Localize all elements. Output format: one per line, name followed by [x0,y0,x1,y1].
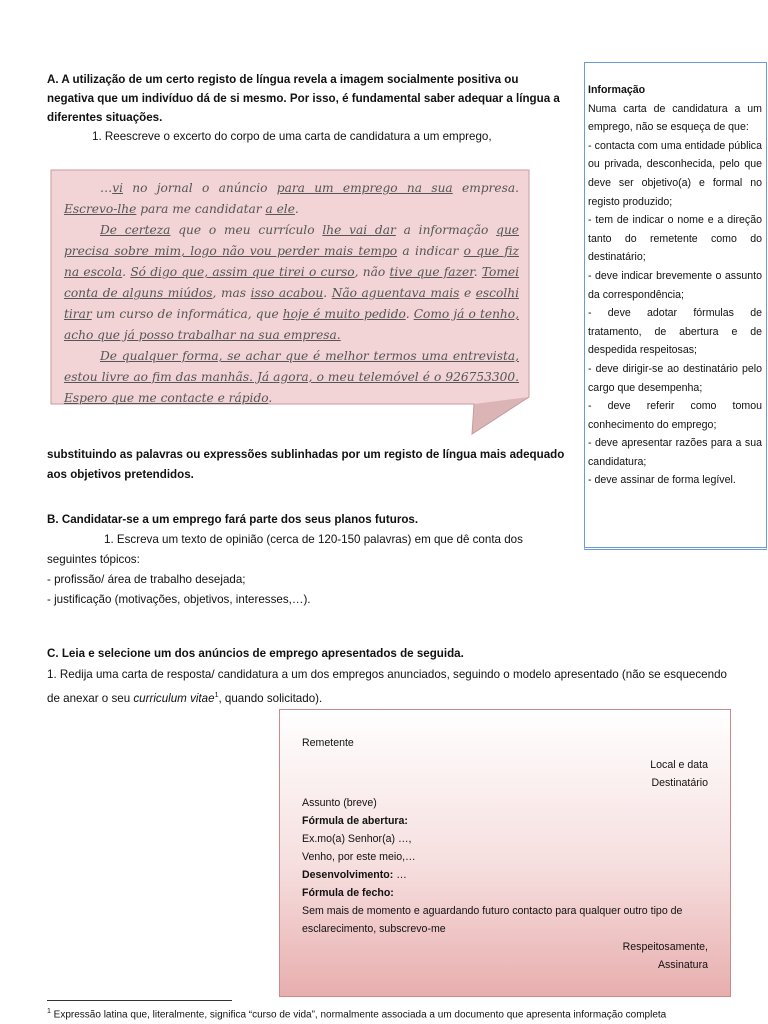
excerpt-paragraph-1 [64,178,519,220]
underlined-expression: Escrevo-lhe [64,202,137,216]
footnote-ref: 1 [214,692,219,699]
excerpt-run: empresa. [452,181,519,195]
section-c-task1 [47,664,737,709]
section-b-heading: B. Candidatar-se a um emprego fará parte dos seus planos futuros. [47,513,419,526]
letter-desenvolvimento [302,866,708,884]
letter-respeitosamente: Respeitosamente, [622,941,708,953]
underlined-expression: Só digo que, assim que tirei o curso [130,265,355,279]
excerpt-run: . [268,391,273,405]
letter-assunto: Assunto (breve) [302,797,377,809]
info-list [588,137,762,490]
excerpt-run: que o meu currículo [170,223,323,237]
letter-local-data: Local e data [650,759,708,771]
info-item: - deve dirigir-se ao destinatário pelo cargo que desempenha; [588,362,762,394]
section-c-task1-text: 1. Redija uma carta de resposta/ candidatura a um dos empregos anunciados, seguindo o modelo apresentado (não se esquecendo de anexar o seu [47,668,727,705]
info-item: - deve assinar de forma legível. [588,474,736,487]
excerpt-run: . [323,286,332,300]
excerpt-box [50,169,530,435]
underlined-expression: vi [112,181,123,195]
underlined-expression: De qualquer forma, se achar que é melhor termos uma entrevista, estou livre ao fim das manhãs. Já agora, o meu telemóvel é o 926753300. Espero que me contacte e rápido [64,349,519,405]
section-b [47,510,547,610]
letter-abertura: Venho, por este meio,… [302,851,416,863]
letter-model-box [279,709,731,997]
excerpt-run: para me candidatar [136,202,266,216]
letter-formula-abertura-label: Fórmula de abertura: [302,815,408,827]
letter-desenvolvimento-value: … [393,869,407,881]
section-b-task1-text: 1. Escreva um texto de opinião (cerca de 120-150 palavras) em que dê conta dos seguintes tópicos: [47,533,523,566]
footnote [47,1005,767,1022]
info-item: - deve adotar fórmulas de tratamento, de abertura e de despedida respeitosas; [588,307,762,357]
excerpt-run: … [100,181,113,195]
excerpt-run: , não [354,265,390,279]
letter-tratamento: Ex.mo(a) Senhor(a) …, [302,833,412,845]
section-a-task1: 1. Reescreve o excerto do corpo de uma carta de candidatura a um emprego, [92,130,492,143]
section-b-topic-1: - profissão/ área de trabalho desejada; [47,573,246,586]
footnote-separator [47,1000,232,1001]
section-a [47,70,567,146]
underlined-expression: Como já o tenho, acho que já posso trabalhar na sua empresa. [64,307,519,342]
info-item: - tem de indicar o nome e a direção tanto do remetente como do destinatário; [588,214,762,264]
info-item: - contacta com uma entidade pública ou privada, desconhecida, pelo que deve ser objetivo(a) e formal no registo produzido; [588,139,762,208]
letter-remetente: Remetente [302,737,354,749]
section-c [47,643,737,709]
letter-desenvolvimento-label: Desenvolvimento: [302,869,394,881]
section-b-topic-2: - justificação (motivações, objetivos, interesses,…). [47,593,311,606]
underlined-expression: tive que fazer [389,265,474,279]
letter-formula-fecho-label: Fórmula de fecho: [302,887,394,899]
underlined-expression: isso acabou [250,286,324,300]
info-item: - deve indicar brevemente o assunto da correspondência; [588,269,762,301]
section-b-task1 [47,530,547,570]
underlined-expression: para um emprego na sua [276,181,453,195]
underlined-expression: Não aguentava mais [331,286,460,300]
underlined-expression: o que fiz na escola [64,244,519,279]
underlined-expression: que precisa sobre mim, logo não vou perder mais tempo [64,223,520,258]
info-item: - deve referir como tomou conhecimento do emprego; [588,400,762,431]
underlined-expression: De certeza [100,223,171,237]
underlined-expression: lhe vai dar [322,223,396,237]
letter-destinatario: Destinatário [651,777,708,789]
underlined-expression: hoje é muito pedido [282,307,406,321]
underlined-expression: escolhi tirar [64,286,519,321]
excerpt-paragraph-3 [64,346,519,409]
excerpt-run: . [122,265,131,279]
excerpt-run: a indicar [397,244,464,258]
info-item: - deve apresentar razões para a sua candidatura; [588,437,762,468]
letter-assinatura: Assinatura [657,959,708,971]
section-c-task1-end: , quando solicitado). [218,691,323,705]
excerpt-run: , mas [212,286,251,300]
curriculum-vitae-term: curriculum vitae [133,691,215,705]
excerpt-run: . [473,265,482,279]
excerpt-paragraph-2 [64,220,519,346]
excerpt-run: a informação [395,223,497,237]
excerpt-run: . [405,307,414,321]
excerpt-text [64,178,519,409]
excerpt-run: e [459,286,476,300]
footnote-number: 1 [47,1008,51,1015]
underlined-expression: a ele [265,202,295,216]
letter-fecho: Sem mais de momento e aguardando futuro contacto para qualquer outro tipo de esclarecimento, subscrevo-me [302,905,683,935]
underlined-expression: Tomei conta de alguns miúdos [64,265,520,300]
excerpt-run: no jornal o anúncio [122,181,277,195]
info-box [584,62,767,550]
section-a-continuation: substituindo as palavras ou expressões sublinhadas por um registo de língua mais adequado aos objetivos pretendidos. [47,448,565,481]
info-intro: Numa carta de candidatura a um emprego, não se esqueça de que: [588,102,762,134]
footnote-text: Expressão latina que, literalmente, significa “curso de vida”, normalmente associada a um documento que apresenta informação completa [50,1009,667,1021]
section-a-heading: A. A utilização de um certo registo de língua revela a imagem socialmente positiva ou negativa que um indivíduo dá de si mesmo. Por isso, é fundamental saber adequar a língua a diferentes situações. [47,73,560,124]
info-title: Informação [588,84,646,96]
excerpt-run: . [294,202,299,216]
excerpt-run: um curso de informática, que [91,307,283,321]
section-c-heading: C. Leia e selecione um dos anúncios de emprego apresentados de seguida. [47,647,464,660]
